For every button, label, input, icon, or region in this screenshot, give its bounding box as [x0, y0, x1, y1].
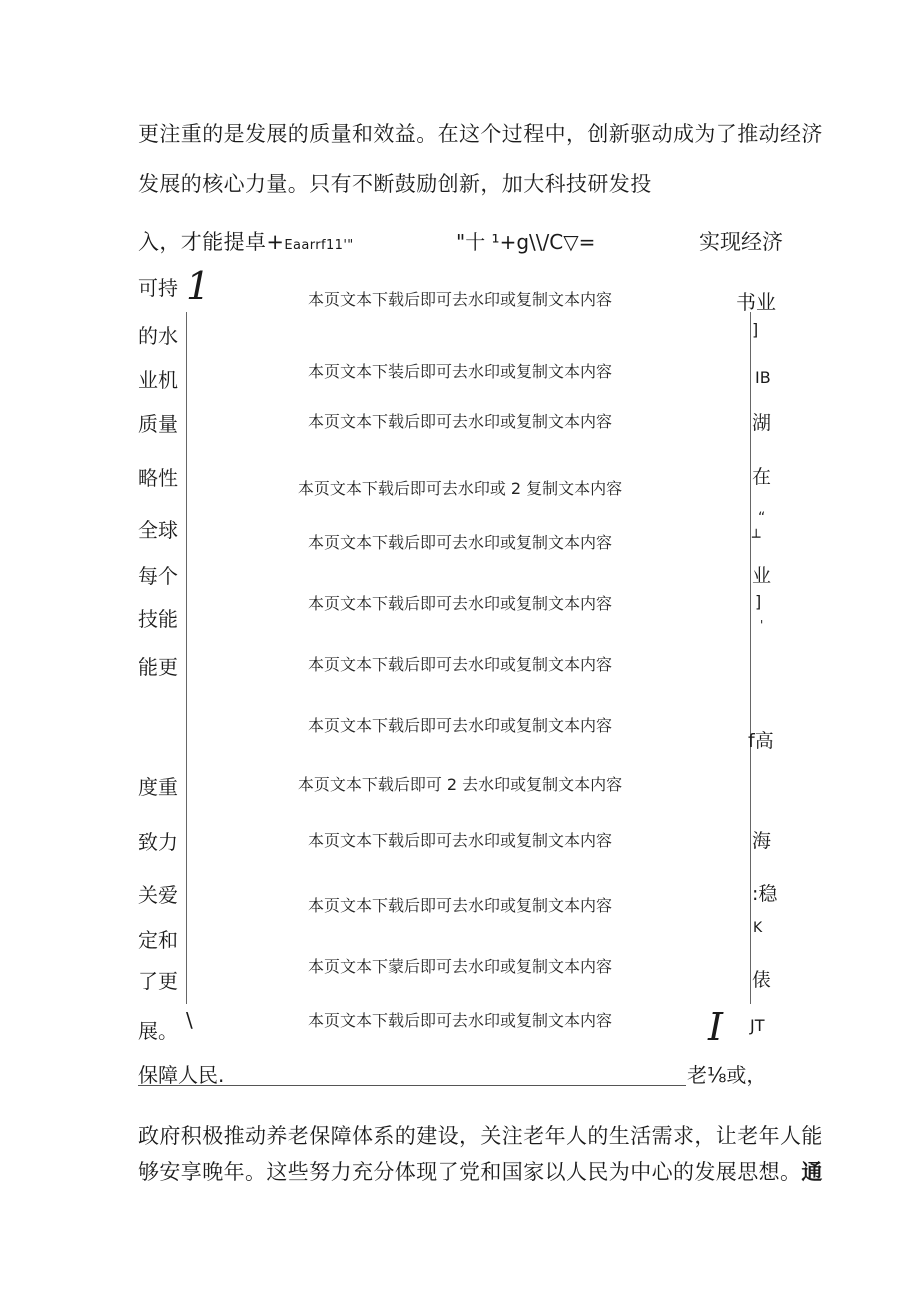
- left-fragment-13: 定和: [138, 928, 178, 952]
- left-fragment-9: 能更: [138, 655, 178, 679]
- watermark-line-9: 本页文本下载后即可 2 去水印或复制文本内容: [297, 775, 623, 794]
- left-fragment-6: 全球: [138, 518, 178, 542]
- corner-glyph-bottom: I: [708, 1005, 724, 1049]
- body-text-line-bottom-2: [138, 1156, 823, 1186]
- row3-left-text: 入，才能提卓+: [138, 230, 285, 254]
- watermark-line-1: 本页文本下载后即可去水印或复制文本内容: [307, 290, 612, 309]
- bottom-line-2-bold-tail: 通: [801, 1160, 823, 1184]
- left-fragment-8: 技能: [138, 607, 178, 631]
- left-fragment-3: 业机: [138, 368, 178, 392]
- right-fragment-4: 湖: [752, 412, 772, 434]
- body-text-line-1: 更注重的是发展的质量和效益。在这个过程中，创新驱动成为了推动经济: [138, 122, 823, 146]
- right-fragment-15: 俵: [752, 969, 772, 991]
- body-text-line-bottom-1: 政府积极推动养老保障体系的建设，关注老年人的生活需求，让老年人能: [138, 1124, 823, 1148]
- right-fragment-13: :稳: [752, 883, 778, 905]
- left-fragment-10: 度重: [138, 775, 178, 799]
- left-fragment-7: 每个: [138, 564, 178, 588]
- watermark-line-7: 本页文本下载后即可去水印或复制文本内容: [307, 655, 612, 674]
- right-fragment-7: ┴: [752, 530, 761, 546]
- bottom-line-2-text: 够安享晚年。这些努力充分体现了党和国家以人民为中心的发展思想。: [138, 1160, 802, 1184]
- right-fragment-5: 在: [752, 466, 772, 488]
- body-text-line-2: 发展的核心力量。只有不断鼓励创新，加大科技研发投: [138, 172, 652, 196]
- watermark-line-13: 本页文本下载后即可去水印或复制文本内容: [307, 1011, 612, 1030]
- right-fragment-14: K: [753, 920, 763, 936]
- right-fragment-2: ]: [752, 320, 759, 339]
- row3-right-text: 实现经济: [699, 230, 783, 254]
- left-fragment-4: 质量: [138, 412, 178, 436]
- right-fragment-11: f高: [748, 730, 774, 752]
- right-fragment-6: “: [758, 510, 766, 526]
- right-fragment-9: ]: [755, 592, 762, 611]
- watermark-line-10: 本页文本下载后即可去水印或复制文本内容: [307, 831, 612, 850]
- box-bottom-right-text: 老⅛或，: [687, 1063, 767, 1087]
- right-fragment-8: 业: [752, 565, 772, 587]
- left-fragment-5: 略性: [138, 466, 178, 490]
- watermark-line-4: 本页文本下载后即可去水印或 2 复制文本内容: [297, 479, 623, 498]
- left-fragment-14: 了更: [138, 969, 178, 993]
- right-fragment-16: JT: [750, 1016, 765, 1035]
- left-fragment-2: 的水: [138, 324, 178, 348]
- watermark-line-6: 本页文本下载后即可去水印或复制文本内容: [307, 594, 612, 613]
- box-bottom-left-text: 保障人民.: [138, 1063, 225, 1087]
- watermark-line-11: 本页文本下载后即可去水印或复制文本内容: [307, 896, 612, 915]
- row3-left-small: Eaarrf11'": [284, 238, 354, 253]
- watermark-line-8: 本页文本下载后即可去水印或复制文本内容: [307, 716, 612, 735]
- left-fragment-12: 关爱: [138, 883, 178, 907]
- slash-glyph: \: [186, 1008, 193, 1032]
- watermark-line-3: 本页文本下载后即可去水印或复制文本内容: [307, 412, 612, 431]
- watermark-line-5: 本页文本下载后即可去水印或复制文本内容: [307, 533, 612, 552]
- watermark-line-2: 本页文本下装后即可去水印或复制文本内容: [307, 362, 612, 381]
- left-fragment-1: 可持: [138, 276, 178, 300]
- left-fragment-15: 展。: [138, 1019, 178, 1043]
- row3-middle-garbled: "十 ¹+g\\/C▽=: [456, 230, 596, 254]
- right-fragment-3: IB: [755, 368, 771, 387]
- watermark-line-12: 本页文本下蒙后即可去水印或复制文本内容: [307, 957, 612, 976]
- body-text-line-3-left: [138, 226, 354, 256]
- left-fragment-11: 致力: [138, 830, 178, 854]
- right-fragment-12: 海: [752, 830, 772, 852]
- right-fragment-1: 书业: [736, 290, 776, 314]
- right-fragment-10: ': [760, 618, 764, 632]
- corner-glyph-top: 1: [186, 264, 211, 308]
